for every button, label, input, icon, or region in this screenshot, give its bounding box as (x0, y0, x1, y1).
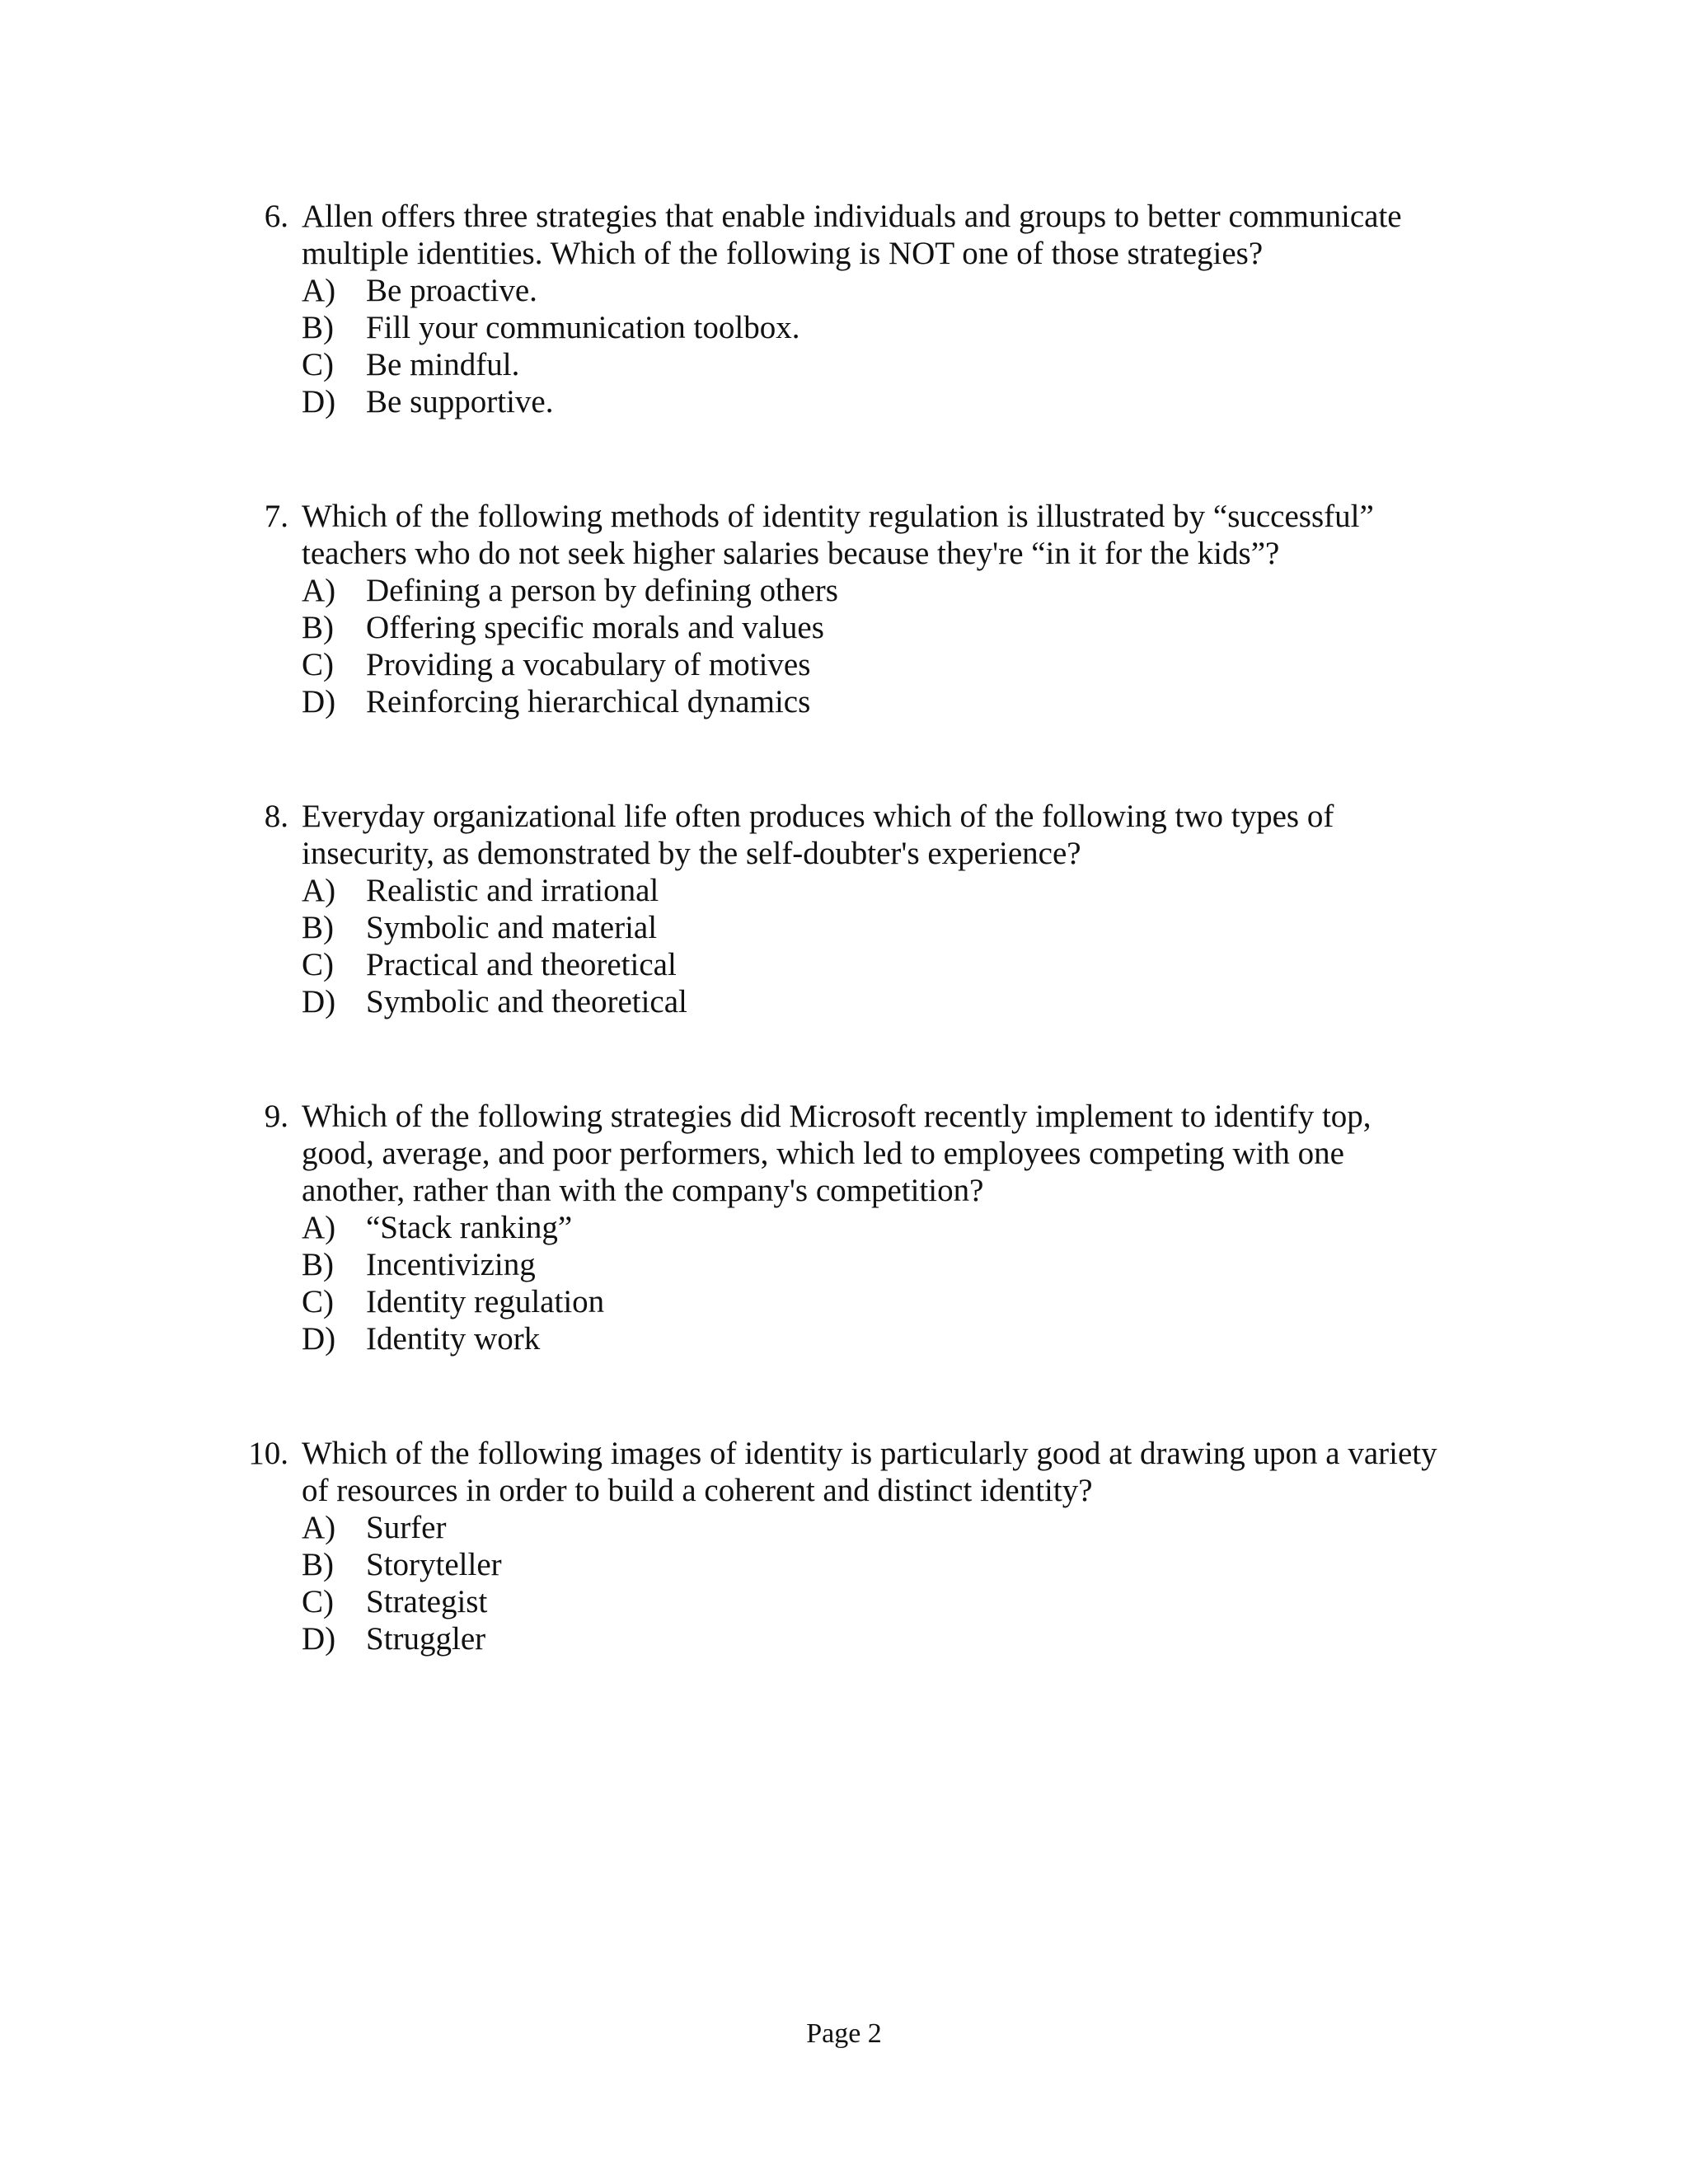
option-text: Struggler (366, 1621, 486, 1657)
option-text: Surfer (366, 1510, 447, 1545)
question-text-line: Allen offers three strategies that enable individuals and groups to better communicate (302, 199, 1402, 234)
option-letter: B) (302, 910, 334, 945)
option-text: Defining a person by defining others (366, 573, 838, 608)
option-letter: D) (302, 384, 336, 419)
option-text: Storyteller (366, 1547, 502, 1582)
option-text: Identity work (366, 1321, 541, 1357)
question-text-line: of resources in order to build a coherent and distinct identity? (302, 1473, 1093, 1508)
option-letter: D) (302, 1621, 336, 1657)
option-text: Be proactive. (366, 273, 537, 308)
question-text-line: multiple identities. Which of the following is NOT one of those strategies? (302, 236, 1264, 271)
question-text-line: insecurity, as demonstrated by the self-doubter's experience? (302, 836, 1081, 871)
option-text: Incentivizing (366, 1247, 536, 1282)
option-text: Realistic and irrational (366, 873, 659, 908)
question-text-line: another, rather than with the company's competition? (302, 1173, 984, 1208)
option-text: Be supportive. (366, 384, 554, 419)
option-letter: A) (302, 1210, 336, 1245)
option-letter: C) (302, 1284, 334, 1319)
option-letter: B) (302, 1247, 334, 1282)
option-letter: B) (302, 310, 334, 345)
option-letter: C) (302, 1584, 334, 1619)
option-letter: B) (302, 1547, 334, 1582)
question-text-line: Which of the following strategies did Microsoft recently implement to identify top, (302, 1099, 1372, 1134)
page-number-footer: Page 2 (806, 2018, 882, 2049)
option-letter: C) (302, 947, 334, 982)
question-text-line: Everyday organizational life often produces which of the following two types of (302, 799, 1334, 834)
question-number: 6. (264, 199, 288, 234)
question-text-line: Which of the following images of identity is particularly good at drawing upon a variety (302, 1436, 1437, 1471)
option-letter: A) (302, 873, 336, 908)
option-text: Strategist (366, 1584, 488, 1619)
option-text: Practical and theoretical (366, 947, 677, 982)
option-text: Symbolic and theoretical (366, 984, 687, 1019)
option-text: Offering specific morals and values (366, 610, 824, 645)
option-letter: D) (302, 984, 336, 1019)
option-letter: B) (302, 610, 334, 645)
option-letter: D) (302, 684, 336, 719)
option-letter: D) (302, 1321, 336, 1357)
option-letter: A) (302, 273, 336, 308)
option-text: Be mindful. (366, 347, 520, 382)
option-text: Identity regulation (366, 1284, 605, 1319)
question-text-line: Which of the following methods of identity regulation is illustrated by “successful” (302, 499, 1374, 534)
question-number: 7. (264, 499, 288, 534)
option-letter: C) (302, 647, 334, 682)
option-letter: C) (302, 347, 334, 382)
option-letter: A) (302, 573, 336, 608)
option-text: Fill your communication toolbox. (366, 310, 800, 345)
option-text: “Stack ranking” (366, 1210, 573, 1245)
question-text-line: teachers who do not seek higher salaries because they're “in it for the kids”? (302, 536, 1280, 571)
option-text: Reinforcing hierarchical dynamics (366, 684, 811, 719)
option-text: Providing a vocabulary of motives (366, 647, 811, 682)
question-number: 9. (264, 1099, 288, 1134)
option-letter: A) (302, 1510, 336, 1545)
question-number: 8. (264, 799, 288, 834)
option-text: Symbolic and material (366, 910, 658, 945)
question-number: 10. (248, 1436, 288, 1471)
question-text-line: good, average, and poor performers, which led to employees competing with one (302, 1136, 1344, 1171)
